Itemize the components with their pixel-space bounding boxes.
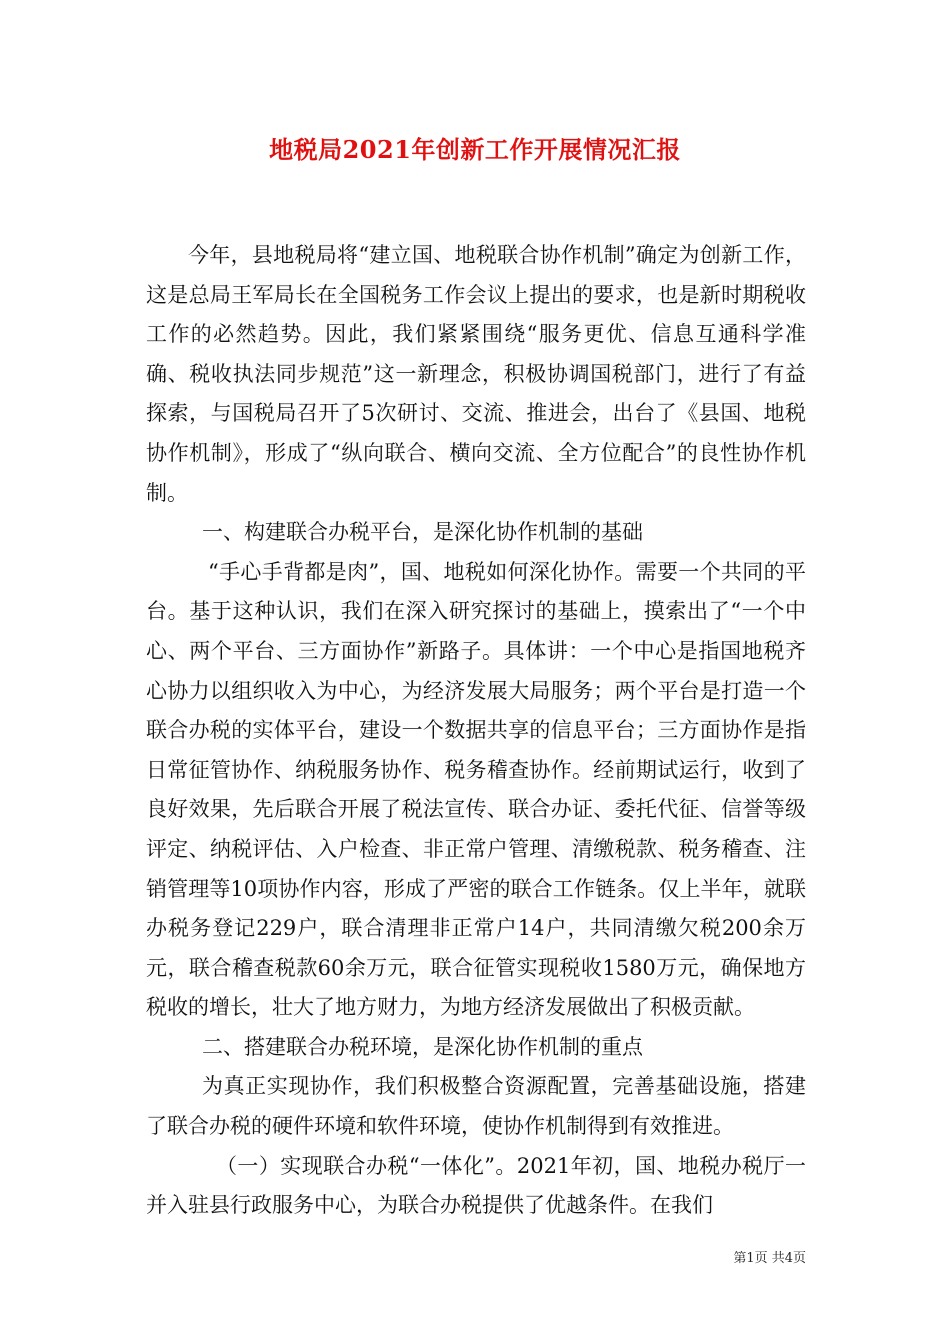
paragraph-subsection-1: （一）实现联合办税“一体化”。2021年初，国、地税办税厅一并入驻县行政服务中心，为联合办税提供了优越条件。在我们: [146, 1153, 806, 1218]
section-heading-2: 二、搭建联合办税环境，是深化协作机制的重点: [202, 1034, 643, 1059]
section-heading-1: 一、构建联合办税平台，是深化协作机制的基础: [202, 520, 643, 545]
document-title: 地税局2021年创新工作开展情况汇报: [269, 135, 681, 164]
paragraph-intro: 今年，县地税局将“建立国、地税联合协作机制”确定为创新工作，这是总局王军局长在全国税务工作会议上提出的要求，也是新时期税收工作的必然趋势。因此，我们紧紧围绕“服务更优、信息互通科学准确、税收执法同步规范”这一新理念，积极协调国税部门，进行了有益探索，与国税局召开了5次研讨、交流、推进会，出台了《县国、地税协作机制》，形成了“纵向联合、横向交流、全方位配合”的良性协作机制。: [146, 243, 806, 505]
page-number: 第1页 共4页: [733, 1251, 806, 1266]
paragraph-section-2: 为真正实现协作，我们积极整合资源配置，完善基础设施，搭建了联合办税的硬件环境和软件环境，使协作机制得到有效推进。: [146, 1074, 806, 1139]
paragraph-section-1: “手心手背都是肉”，国、地税如何深化协作。需要一个共同的平台。基于这种认识，我们在深入研究探讨的基础上，摸索出了“一个中心、两个平台、三方面协作”新路子。具体讲：一个中心是指国地税齐心协力以组织收入为中心，为经济发展大局服务；两个平台是打造一个联合办税的实体平台，建设一个数据共享的信息平台；三方面协作是指日常征管协作、纳税服务协作、税务稽查协作。经前期试运行，收到了良好效果，先后联合开展了税法宣传、联合办证、委托代征、信誉等级评定、纳税评估、入户检查、非正常户管理、清缴税款、税务稽查、注销管理等10项协作内容，形成了严密的联合工作链条。仅上半年，就联办税务登记229户，联合清理非正常户14户，共同清缴欠税200余万元，联合稽查税款60余万元，联合征管实现税收1580万元，确保地方税收的增长，壮大了地方财力，为地方经济发展做出了积极贡献。: [146, 559, 806, 1020]
document-body: [146, 236, 806, 1226]
